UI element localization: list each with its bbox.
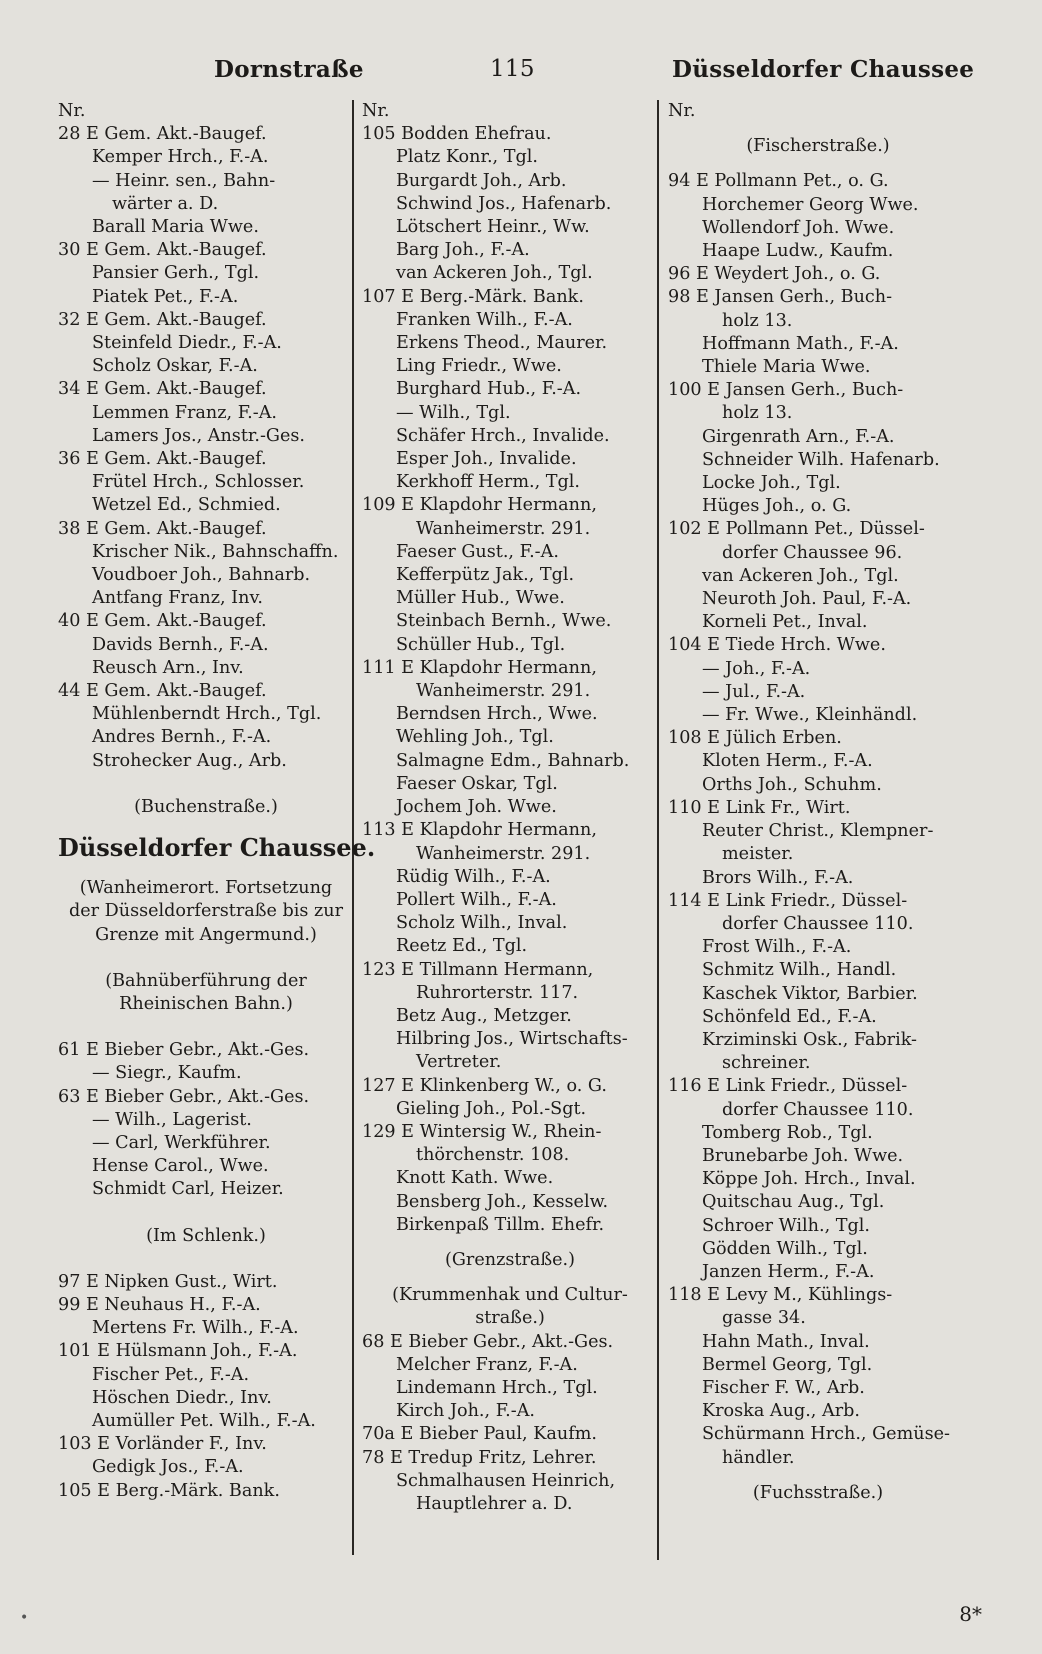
directory-entry-line: Piatek Pet., F.-A. bbox=[92, 286, 239, 307]
directory-entry-line: Brunebarbe Joh. Wwe. bbox=[702, 1145, 904, 1166]
directory-entry-line: — Fr. Wwe., Kleinhändl. bbox=[702, 705, 918, 726]
directory-entry-line: dorfer Chaussee 110. bbox=[722, 913, 914, 934]
directory-entry-line: Scholz Wilh., Inval. bbox=[396, 913, 568, 934]
directory-entry-line: Nr. bbox=[362, 101, 390, 121]
directory-entry-line: Schmidt Carl, Heizer. bbox=[92, 1179, 284, 1200]
directory-entry-line: — Jul., F.-A. bbox=[702, 681, 806, 702]
directory-entry-line: Ling Friedr., Wwe. bbox=[396, 356, 562, 377]
directory-entry-line: 78 E Tredup Fritz, Lehrer. bbox=[362, 1447, 597, 1468]
directory-entry-line: 28 E Gem. Akt.-Baugef. bbox=[58, 124, 267, 145]
spacer bbox=[58, 773, 354, 796]
directory-entry-line: Orths Joh., Schuhm. bbox=[702, 774, 882, 795]
directory-entry-line: Aumüller Pet. Wilh., F.-A. bbox=[92, 1410, 316, 1431]
directory-entry-line: 70a E Bieber Paul, Kaufm. bbox=[362, 1424, 597, 1445]
directory-entry-line: Horchemer Georg Wwe. bbox=[702, 194, 919, 215]
directory-entry-line: Platz Konr., Tgl. bbox=[396, 147, 538, 168]
directory-entry-line: Steinbach Bernh., Wwe. bbox=[396, 611, 612, 632]
directory-entry-line: 108 E Jülich Erben. bbox=[668, 728, 842, 749]
directory-entry-line: Voudboer Joh., Bahnarb. bbox=[92, 565, 311, 586]
directory-entry-line: Kefferpütz Jak., Tgl. bbox=[396, 565, 575, 586]
directory-entry-line: gasse 34. bbox=[722, 1308, 806, 1329]
directory-entry-line: 113 E Klapdohr Hermann, bbox=[362, 820, 597, 841]
directory-entry-line: Strohecker Aug., Arb. bbox=[92, 750, 287, 771]
directory-entry-line: Girgenrath Arn., F.-A. bbox=[702, 426, 895, 447]
spacer bbox=[58, 1248, 354, 1271]
directory-entry-line: Schneider Wilh. Hafenarb. bbox=[702, 449, 940, 470]
section-heading: straße.) bbox=[475, 1308, 545, 1329]
section-heading: Grenze mit Angermund.) bbox=[95, 924, 317, 945]
directory-entry-line: wärter a. D. bbox=[112, 193, 219, 214]
spacer bbox=[58, 865, 354, 877]
directory-entry-line: 116 E Link Friedr., Düssel- bbox=[668, 1076, 908, 1097]
directory-entry-line: Korneli Pet., Inval. bbox=[702, 612, 868, 633]
directory-entry-line: Wehling Joh., Tgl. bbox=[396, 727, 554, 748]
directory-entry-line: 105 E Berg.-Märk. Bank. bbox=[58, 1480, 280, 1501]
directory-entry-line: 99 E Neuhaus H., F.-A. bbox=[58, 1294, 261, 1315]
directory-entry-line: Bensberg Joh., Kesselw. bbox=[396, 1191, 609, 1212]
directory-entry-line: 104 E Tiede Hrch. Wwe. bbox=[668, 635, 886, 656]
spacer bbox=[668, 1470, 968, 1482]
directory-entry-line: Kemper Hrch., F.-A. bbox=[92, 147, 269, 168]
directory-entry-line: Krziminski Osk., Fabrik- bbox=[702, 1029, 917, 1050]
running-head-right: Düsseldorfer Chaussee bbox=[672, 56, 975, 83]
directory-entry-line: holz 13. bbox=[722, 310, 793, 331]
directory-entry-line: Salmagne Edm., Bahnarb. bbox=[396, 750, 630, 771]
directory-entry-line: Hauptlehrer a. D. bbox=[416, 1493, 573, 1514]
directory-entry-line: Fischer Pet., F.-A. bbox=[92, 1364, 250, 1385]
directory-entry-line: Scholz Oskar, F.-A. bbox=[92, 356, 258, 377]
directory-entry-line: Wanheimerstr. 291. bbox=[416, 518, 591, 539]
column-2 bbox=[362, 100, 658, 1516]
directory-entry-line: Jochem Joh. Wwe. bbox=[396, 797, 557, 818]
directory-entry-line: — Joh., F.-A. bbox=[702, 658, 811, 679]
directory-entry-line: Burgardt Joh., Arb. bbox=[396, 170, 567, 191]
directory-entry-line: Franken Wilh., F.-A. bbox=[396, 309, 573, 330]
directory-entry-line: Hüges Joh., o. G. bbox=[702, 496, 852, 517]
directory-entry-line: 129 E Wintersig W., Rhein- bbox=[362, 1121, 602, 1142]
directory-entry-line: — Wilh., Tgl. bbox=[396, 402, 511, 423]
directory-entry-line: van Ackeren Joh., Tgl. bbox=[702, 565, 899, 586]
directory-entry-line: Pansier Gerh., Tgl. bbox=[92, 263, 260, 284]
directory-entry-line: Lindemann Hrch., Tgl. bbox=[396, 1377, 598, 1398]
directory-entry-line: Antfang Franz, Inv. bbox=[92, 588, 263, 609]
directory-entry-line: 36 E Gem. Akt.-Baugef. bbox=[58, 449, 267, 470]
directory-entry-line: Burghard Hub., F.-A. bbox=[396, 379, 582, 400]
directory-entry-line: 40 E Gem. Akt.-Baugef. bbox=[58, 611, 267, 632]
directory-entry-line: Reusch Arn., Inv. bbox=[92, 657, 244, 678]
directory-entry-line: Kaschek Viktor, Barbier. bbox=[702, 983, 918, 1004]
column-3 bbox=[668, 100, 968, 1505]
directory-entry-line: 118 E Levy M., Kühlings- bbox=[668, 1285, 893, 1306]
signature-mark: 8* bbox=[959, 1602, 982, 1626]
directory-entry-line: Pollert Wilh., F.-A. bbox=[396, 889, 557, 910]
page-speck: • bbox=[20, 1610, 29, 1626]
section-heading: (Buchenstraße.) bbox=[134, 796, 278, 817]
directory-entry-line: Tomberg Rob., Tgl. bbox=[702, 1122, 873, 1143]
directory-entry-line: Berndsen Hrch., Wwe. bbox=[396, 704, 598, 725]
directory-entry-line: Hense Carol., Wwe. bbox=[92, 1156, 269, 1177]
directory-entry-line: 109 E Klapdohr Hermann, bbox=[362, 495, 597, 516]
directory-entry-line: Hilbring Jos., Wirtschafts- bbox=[396, 1029, 628, 1050]
directory-entry-line: Andres Bernh., F.-A. bbox=[92, 727, 272, 748]
directory-entry-line: — Carl, Werkführer. bbox=[92, 1132, 271, 1153]
directory-entry-line: 127 E Klinkenberg W., o. G. bbox=[362, 1075, 607, 1096]
directory-entry-line: — Wilh., Lagerist. bbox=[92, 1109, 252, 1130]
directory-entry-line: 94 E Pollmann Pet., o. G. bbox=[668, 171, 889, 192]
section-heading: (Krummenhak und Cultur- bbox=[392, 1285, 628, 1306]
directory-entry-line: dorfer Chaussee 96. bbox=[722, 542, 903, 563]
directory-entry-line: Mertens Fr. Wilh., F.-A. bbox=[92, 1318, 299, 1339]
directory-entry-line: van Ackeren Joh., Tgl. bbox=[396, 263, 593, 284]
directory-entry-line: Wanheimerstr. 291. bbox=[416, 843, 591, 864]
directory-entry-line: Vertreter. bbox=[416, 1052, 502, 1073]
page-number: 115 bbox=[490, 56, 535, 82]
directory-entry-line: Barg Joh., F.-A. bbox=[396, 240, 530, 261]
directory-entry-line: Brors Wilh., F.-A. bbox=[702, 867, 854, 888]
directory-entry-line: Faeser Oskar, Tgl. bbox=[396, 773, 558, 794]
directory-entry-line: Bermel Georg, Tgl. bbox=[702, 1354, 873, 1375]
directory-entry-line: Kloten Herm., F.-A. bbox=[702, 751, 873, 772]
directory-entry-line: 123 E Tillmann Hermann, bbox=[362, 959, 594, 980]
section-heading: (Im Schlenk.) bbox=[146, 1225, 266, 1246]
directory-entry-line: Melcher Franz, F.-A. bbox=[396, 1354, 578, 1375]
column-1 bbox=[58, 100, 376, 1503]
directory-entry-line: Wollendorf Joh. Wwe. bbox=[702, 217, 895, 238]
running-head-left: Dornstraße bbox=[214, 56, 364, 83]
directory-entry-line: 102 E Pollmann Pet., Düssel- bbox=[668, 519, 925, 540]
spacer bbox=[362, 1237, 658, 1249]
directory-entry-line: Frost Wilh., F.-A. bbox=[702, 937, 852, 958]
directory-entry-line: Schroer Wilh., Tgl. bbox=[702, 1215, 871, 1236]
directory-entry-line: Thiele Maria Wwe. bbox=[702, 357, 871, 378]
directory-entry-line: 107 E Berg.-Märk. Bank. bbox=[362, 286, 584, 307]
directory-entry-line: Schwind Jos., Hafenarb. bbox=[396, 193, 612, 214]
spacer bbox=[58, 1202, 354, 1225]
directory-entry-line: schreiner. bbox=[722, 1053, 811, 1074]
directory-entry-line: Schürmann Hrch., Gemüse- bbox=[702, 1424, 950, 1445]
directory-entry-line: 32 E Gem. Akt.-Baugef. bbox=[58, 309, 267, 330]
directory-entry-line: Gieling Joh., Pol.-Sgt. bbox=[396, 1098, 587, 1119]
directory-entry-line: Mühlenberndt Hrch., Tgl. bbox=[92, 704, 322, 725]
directory-entry-line: 114 E Link Friedr., Düssel- bbox=[668, 890, 908, 911]
spacer bbox=[58, 819, 354, 831]
directory-entry-line: Reetz Ed., Tgl. bbox=[396, 936, 528, 957]
directory-entry-line: Esper Joh., Invalide. bbox=[396, 449, 577, 470]
directory-entry-line: Fischer F. W., Arb. bbox=[702, 1377, 865, 1398]
directory-entry-line: 110 E Link Fr., Wirt. bbox=[668, 797, 851, 818]
directory-entry-line: Reuter Christ., Klempner- bbox=[702, 821, 934, 842]
directory-entry-line: Schüller Hub., Tgl. bbox=[396, 634, 566, 655]
directory-entry-line: Steinfeld Diedr., F.-A. bbox=[92, 333, 282, 354]
directory-entry-line: Schönfeld Ed., F.-A. bbox=[702, 1006, 877, 1027]
directory-entry-line: Ruhrorterstr. 117. bbox=[416, 982, 579, 1003]
directory-entry-line: Köppe Joh. Hrch., Inval. bbox=[702, 1169, 916, 1190]
directory-entry-line: Barall Maria Wwe. bbox=[92, 217, 259, 238]
directory-entry-line: thörchenstr. 108. bbox=[416, 1145, 570, 1166]
directory-entry-line: Lötschert Heinr., Ww. bbox=[396, 217, 590, 238]
section-heading: (Wanheimerort. Fortsetzung bbox=[79, 878, 333, 899]
section-heading: (Fischerstraße.) bbox=[746, 136, 890, 157]
directory-entry-line: Wanheimerstr. 291. bbox=[416, 681, 591, 702]
spacer bbox=[668, 123, 968, 135]
directory-entry-line: 30 E Gem. Akt.-Baugef. bbox=[58, 240, 267, 261]
directory-entry-line: 63 E Bieber Gebr., Akt.-Ges. bbox=[58, 1086, 310, 1107]
directory-entry-line: 34 E Gem. Akt.-Baugef. bbox=[58, 379, 267, 400]
directory-entry-line: Faeser Gust., F.-A. bbox=[396, 541, 559, 562]
directory-entry-line: Haape Ludw., Kaufm. bbox=[702, 241, 894, 262]
spacer bbox=[58, 947, 354, 970]
directory-entry-line: Betz Aug., Metzger. bbox=[396, 1005, 572, 1026]
directory-entry-line: Janzen Herm., F.-A. bbox=[702, 1261, 875, 1282]
directory-entry-line: händler. bbox=[722, 1447, 795, 1468]
directory-entry-line: Frütel Hrch., Schlosser. bbox=[92, 472, 305, 493]
spacer bbox=[668, 158, 968, 170]
directory-entry-line: meister. bbox=[722, 844, 794, 865]
directory-entry-line: Müller Hub., Wwe. bbox=[396, 588, 565, 609]
directory-entry-line: Kirch Joh., F.-A. bbox=[396, 1401, 536, 1422]
directory-entry-line: Lemmen Franz, F.-A. bbox=[92, 402, 277, 423]
directory-entry-line: 38 E Gem. Akt.-Baugef. bbox=[58, 518, 267, 539]
directory-entry-line: — Siegr., Kaufm. bbox=[92, 1063, 242, 1084]
directory-entry-line: Neuroth Joh. Paul, F.-A. bbox=[702, 589, 912, 610]
directory-entry-line: — Heinr. sen., Bahn- bbox=[92, 170, 276, 191]
directory-entry-line: Davids Bernh., F.-A. bbox=[92, 634, 269, 655]
section-heading: (Fuchsstraße.) bbox=[752, 1482, 884, 1503]
directory-entry-line: Lamers Jos., Anstr.-Ges. bbox=[92, 425, 305, 446]
directory-entry-line: 96 E Weydert Joh., o. G. bbox=[668, 264, 881, 285]
spacer bbox=[362, 1272, 658, 1284]
directory-entry-line: Rüdig Wilh., F.-A. bbox=[396, 866, 551, 887]
directory-entry-line: Gödden Wilh., Tgl. bbox=[702, 1238, 868, 1259]
directory-entry-line: Kroska Aug., Arb. bbox=[702, 1401, 860, 1422]
directory-entry-line: 105 Bodden Ehefrau. bbox=[362, 124, 552, 145]
spacer bbox=[58, 1016, 354, 1039]
directory-entry-line: Schäfer Hrch., Invalide. bbox=[396, 425, 610, 446]
directory-entry-line: 111 E Klapdohr Hermann, bbox=[362, 657, 597, 678]
section-heading: (Bahnüberführung der bbox=[105, 970, 307, 991]
directory-entry-line: Schmalhausen Heinrich, bbox=[396, 1470, 616, 1491]
section-heading: Düsseldorfer Chaussee. bbox=[58, 833, 376, 863]
directory-entry-line: holz 13. bbox=[722, 403, 793, 424]
directory-entry-line: Nr. bbox=[668, 101, 696, 121]
section-heading: (Grenzstraße.) bbox=[445, 1249, 575, 1270]
directory-entry-line: 97 E Nipken Gust., Wirt. bbox=[58, 1271, 278, 1292]
directory-entry-line: Knott Kath. Wwe. bbox=[396, 1168, 554, 1189]
directory-entry-line: 101 E Hülsmann Joh., F.-A. bbox=[58, 1341, 298, 1362]
directory-entry-line: Wetzel Ed., Schmied. bbox=[92, 495, 281, 516]
directory-entry-line: dorfer Chaussee 110. bbox=[722, 1099, 914, 1120]
directory-entry-line: 98 E Jansen Gerh., Buch- bbox=[668, 287, 893, 308]
directory-entry-line: Schmitz Wilh., Handl. bbox=[702, 960, 897, 981]
directory-entry-line: 100 E Jansen Gerh., Buch- bbox=[668, 380, 904, 401]
directory-entry-line: Birkenpaß Tillm. Ehefr. bbox=[396, 1214, 605, 1235]
directory-entry-line: Gedigk Jos., F.-A. bbox=[92, 1457, 244, 1478]
section-heading: der Düsseldorferstraße bis zur bbox=[68, 901, 344, 922]
directory-entry-line: Erkens Theod., Maurer. bbox=[396, 333, 608, 354]
directory-entry-line: Höschen Diedr., Inv. bbox=[92, 1387, 272, 1408]
directory-entry-line: Kerkhoff Herm., Tgl. bbox=[396, 472, 581, 493]
directory-entry-line: Hoffmann Math., F.-A. bbox=[702, 333, 899, 354]
directory-entry-line: 68 E Bieber Gebr., Akt.-Ges. bbox=[362, 1331, 614, 1352]
directory-entry-line: 61 E Bieber Gebr., Akt.-Ges. bbox=[58, 1040, 310, 1061]
directory-entry-line: Krischer Nik., Bahnschaffn. bbox=[92, 541, 339, 562]
directory-entry-line: 103 E Vorländer F., Inv. bbox=[58, 1434, 267, 1455]
directory-entry-line: Locke Joh., Tgl. bbox=[702, 473, 841, 494]
directory-entry-line: Quitschau Aug., Tgl. bbox=[702, 1192, 885, 1213]
directory-entry-line: Nr. bbox=[58, 101, 86, 121]
directory-entry-line: 44 E Gem. Akt.-Baugef. bbox=[58, 681, 267, 702]
section-heading: Rheinischen Bahn.) bbox=[119, 993, 293, 1014]
directory-entry-line: Hahn Math., Inval. bbox=[702, 1331, 870, 1352]
